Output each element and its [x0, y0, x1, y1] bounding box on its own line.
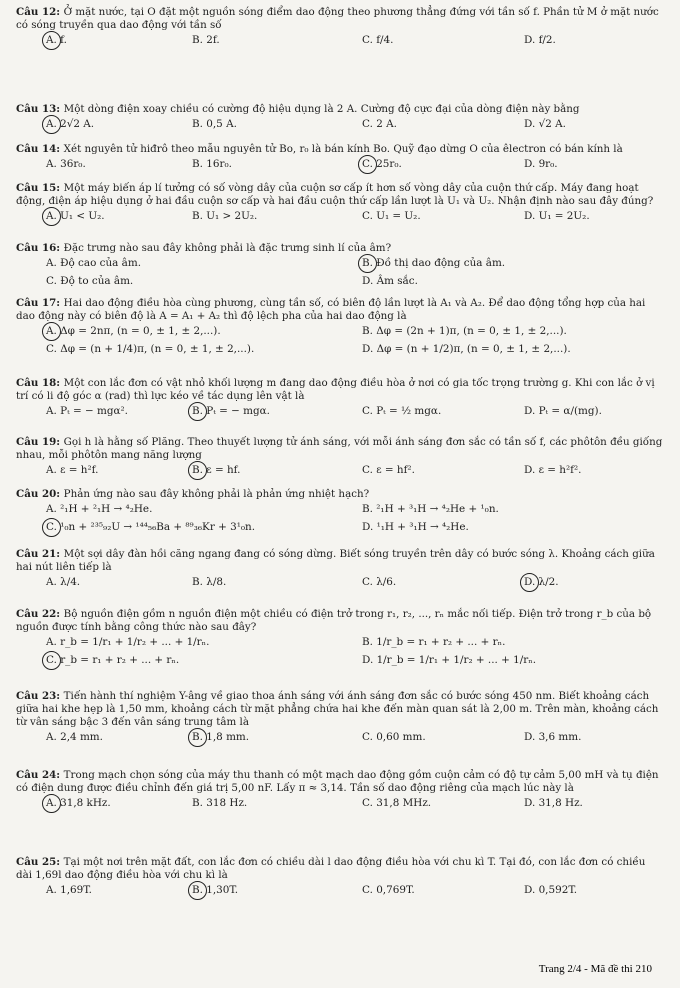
option-text: 318 Hz.: [202, 797, 248, 809]
option-letter: B.: [192, 158, 203, 170]
option-letter: B.: [192, 118, 203, 130]
answer-circle-mark: [358, 155, 377, 174]
option-a[interactable]: [46, 884, 92, 897]
option-c[interactable]: [362, 576, 396, 589]
option-letter: A.: [46, 405, 57, 417]
answer-circle-mark: [188, 461, 207, 480]
question-number: Câu 25:: [16, 856, 64, 868]
option-b[interactable]: [362, 503, 499, 516]
option-letter: D.: [362, 343, 374, 355]
option-letter: A.: [46, 576, 57, 588]
question-q17: [16, 297, 664, 359]
option-text: √2 A.: [535, 118, 566, 130]
question-text: [16, 297, 664, 323]
option-text: 1,69T.: [56, 884, 92, 896]
option-text: r_b = r₁ + r₂ + ... + rₙ.: [56, 654, 180, 666]
option-letter: C.: [46, 275, 57, 287]
option-b[interactable]: [192, 405, 270, 418]
option-letter: A.: [46, 118, 57, 131]
question-q20: [16, 488, 664, 537]
option-a[interactable]: [46, 576, 80, 589]
question-body: Ở mặt nước, tại O đặt một nguồn sóng điểm dao động theo phương thẳng đứng với tần số f. Phần tử M ở mặt nước có sóng truyền qua dao động với tần số: [16, 6, 659, 31]
options-row: [16, 208, 664, 226]
option-text: 2,4 mm.: [56, 731, 103, 743]
answer-circle-mark: [520, 573, 539, 592]
option-text: U₁ = 2U₂.: [535, 210, 590, 222]
option-letter: C.: [46, 343, 57, 355]
option-c[interactable]: [46, 654, 179, 667]
option-letter: A.: [46, 210, 57, 223]
option-letter: D.: [524, 731, 536, 743]
option-letter: C.: [362, 118, 373, 130]
question-body: Xét nguyên tử hiđrô theo mẫu nguyên tử Bo, r₀ là bán kính Bo. Quỹ đạo dừng O của êlectron có bán kính là: [63, 143, 623, 155]
option-letter: B.: [192, 34, 203, 46]
option-letter: B.: [362, 325, 373, 337]
question-q23: [16, 690, 664, 747]
option-letter: B.: [362, 503, 373, 515]
option-b[interactable]: [192, 118, 237, 131]
option-letter: A.: [46, 34, 57, 47]
option-text: 1,30T.: [202, 884, 239, 896]
option-d[interactable]: [524, 731, 581, 744]
option-b[interactable]: [192, 576, 226, 589]
options-row: [16, 634, 664, 652]
option-d[interactable]: [362, 343, 571, 356]
option-letter: A.: [46, 503, 57, 515]
option-a[interactable]: [46, 158, 86, 171]
option-text: 0,60 mm.: [372, 731, 426, 743]
question-body: Tại một nơi trên mặt đất, con lắc đơn có chiều dài l dao động điều hòa với chu kì T. Tại đó, con lắc đơn có chiều dài 1,69l dao động điều hòa với chu kì là: [16, 856, 646, 881]
question-q25: [16, 856, 664, 900]
option-letter: C.: [362, 158, 373, 171]
option-text: 1/r_b = r₁ + r₂ + ... + rₙ.: [372, 636, 506, 648]
option-text: 1/r_b = 1/r₁ + 1/r₂ + ... + 1/rₙ.: [373, 654, 537, 666]
option-c[interactable]: [362, 158, 402, 171]
option-text: U₁ = U₂.: [372, 210, 421, 222]
option-b[interactable]: [362, 257, 505, 270]
option-text: 31,8 Hz.: [535, 797, 583, 809]
question-q24: [16, 769, 664, 813]
answer-circle-mark: [358, 254, 377, 273]
option-letter: D.: [524, 210, 536, 222]
question-number: Câu 23:: [16, 690, 64, 702]
question-q15: [16, 182, 664, 226]
question-text: [16, 103, 664, 116]
option-text: Âm sắc.: [373, 275, 418, 287]
question-number: Câu 12:: [16, 6, 64, 18]
option-letter: B.: [192, 210, 203, 222]
options-row: [16, 403, 664, 421]
option-text: 36r₀.: [56, 158, 86, 170]
answer-circle-mark: [188, 402, 207, 421]
option-text: ε = h²f.: [56, 464, 99, 476]
question-text: [16, 690, 664, 729]
option-d[interactable]: [524, 210, 590, 223]
option-letter: D.: [362, 654, 374, 666]
option-letter: B.: [192, 884, 203, 897]
options-row: [16, 32, 664, 50]
option-text: U₁ < U₂.: [56, 210, 105, 222]
option-text: ε = h²f².: [535, 464, 582, 476]
option-c[interactable]: [362, 731, 426, 744]
option-text: Pₜ = − mgα.: [202, 405, 270, 417]
option-text: U₁ > 2U₂.: [202, 210, 258, 222]
options-row: [16, 574, 664, 592]
option-letter: B.: [192, 464, 203, 477]
question-body: Bộ nguồn điện gồm n nguồn điện một chiều có điện trở trong r₁, r₂, ..., rₙ mắc nối tiếp. Điện trở trong r_b của bộ nguồn được tính bằng công thức nào sau đây?: [16, 608, 652, 633]
question-number: Câu 22:: [16, 608, 64, 620]
option-b[interactable]: [192, 464, 240, 477]
option-b[interactable]: [362, 636, 505, 649]
question-text: [16, 769, 664, 795]
question-number: Câu 19:: [16, 436, 64, 448]
option-letter: D.: [524, 34, 536, 46]
option-d[interactable]: [524, 797, 583, 810]
option-text: ¹₁H + ³₁H → ⁴₂He.: [373, 521, 469, 533]
option-a[interactable]: [46, 636, 209, 649]
question-number: Câu 21:: [16, 548, 64, 560]
answer-circle-mark: [42, 794, 61, 813]
option-text: Pₜ = ½ mgα.: [372, 405, 442, 417]
option-text: Δφ = (2n + 1)π, (n = 0, ± 1, ± 2,...).: [372, 325, 567, 337]
option-text: ε = hf².: [372, 464, 415, 476]
option-letter: D.: [362, 521, 374, 533]
option-a[interactable]: [46, 797, 111, 810]
option-letter: C.: [362, 797, 373, 809]
question-body: Một dòng điện xoay chiều có cường độ hiệu dụng là 2 A. Cường độ cực đại của dòng điện này bằng: [63, 103, 580, 115]
option-a[interactable]: [46, 325, 221, 338]
answer-circle-mark: [42, 651, 61, 670]
option-a[interactable]: [46, 210, 105, 223]
question-text: [16, 143, 664, 156]
question-text: [16, 856, 664, 882]
option-text: 31,8 kHz.: [56, 797, 111, 809]
option-letter: C.: [46, 654, 57, 667]
question-number: Câu 24:: [16, 769, 64, 781]
options-row: [16, 341, 664, 359]
question-text: [16, 242, 664, 255]
option-text: 31,8 MHz.: [372, 797, 432, 809]
option-letter: A.: [46, 731, 57, 743]
option-letter: A.: [46, 257, 57, 269]
option-text: Đồ thị dao động của âm.: [372, 257, 506, 269]
options-row: [16, 519, 664, 537]
option-letter: B.: [192, 731, 203, 744]
option-text: λ/6.: [372, 576, 397, 588]
question-text: [16, 488, 664, 501]
option-a[interactable]: [46, 118, 94, 131]
option-text: 9r₀.: [535, 158, 558, 170]
option-letter: D.: [524, 464, 536, 476]
option-text: Δφ = (n + 1/2)π, (n = 0, ± 1, ± 2,...).: [373, 343, 571, 355]
question-text: [16, 436, 664, 462]
option-c[interactable]: [362, 34, 393, 47]
answer-circle-mark: [42, 322, 61, 341]
question-text: [16, 182, 664, 208]
option-b[interactable]: [192, 210, 257, 223]
question-body: Tiến hành thí nghiệm Y-âng về giao thoa ánh sáng với ánh sáng đơn sắc có bước sóng 450 nm. Biết khoảng cách giữa hai khe hẹp là 1,50 mm, khoảng cách từ mặt phẳng chứa hai khe đến màn quan sát là 2,00 m. Trên màn, khoảng cách từ vân sáng bậc 3 đến vân sáng trung tâm là: [16, 690, 659, 728]
question-number: Câu 16:: [16, 242, 64, 254]
answer-circle-mark: [42, 115, 61, 134]
page-footer: Trang 2/4 - Mã đề thi 210: [538, 963, 652, 975]
question-q12: [16, 6, 664, 50]
option-letter: D.: [524, 797, 536, 809]
option-d[interactable]: [524, 576, 559, 589]
option-c[interactable]: [362, 464, 415, 477]
option-a[interactable]: [46, 464, 98, 477]
option-a[interactable]: [46, 405, 128, 418]
option-a[interactable]: [46, 503, 152, 516]
options-row: [16, 273, 664, 291]
question-q13: [16, 103, 664, 134]
option-letter: A.: [46, 158, 57, 170]
option-text: 0,769T.: [372, 884, 415, 896]
question-q22: [16, 608, 664, 670]
option-text: 3,6 mm.: [535, 731, 582, 743]
option-letter: A.: [46, 636, 57, 648]
answer-circle-mark: [42, 207, 61, 226]
option-text: λ/4.: [56, 576, 81, 588]
option-letter: A.: [46, 884, 57, 896]
option-text: 25r₀.: [372, 158, 402, 170]
option-d[interactable]: [524, 158, 558, 171]
option-text: r_b = 1/r₁ + 1/r₂ + ... + 1/rₙ.: [56, 636, 210, 648]
option-text: 0,592T.: [535, 884, 578, 896]
options-row: [16, 462, 664, 480]
question-number: Câu 18:: [16, 377, 64, 389]
option-d[interactable]: [362, 521, 469, 534]
question-text: [16, 377, 664, 403]
option-a[interactable]: [46, 731, 103, 744]
option-text: Δφ = (n + 1/4)π, (n = 0, ± 1, ± 2,...).: [56, 343, 255, 355]
option-letter: C.: [362, 731, 373, 743]
option-letter: D.: [524, 576, 535, 589]
option-c[interactable]: [46, 521, 255, 534]
question-body: Một sợi dây đàn hồi căng ngang đang có sóng dừng. Biết sóng truyền trên dây có bước sóng λ. Khoảng cách giữa hai nút liên tiếp là: [16, 548, 655, 573]
option-text: ¹₀n + ²³⁵₉₂U → ¹⁴⁴₅₆Ba + ⁸⁹₃₆Kr + 3¹₀n.: [56, 521, 256, 533]
option-d[interactable]: [362, 654, 536, 667]
option-a[interactable]: [46, 257, 141, 270]
option-text: 1,8 mm.: [202, 731, 250, 743]
option-letter: C.: [46, 521, 57, 534]
option-d[interactable]: [524, 405, 602, 418]
option-c[interactable]: [46, 343, 254, 356]
question-text: [16, 548, 664, 574]
option-letter: C.: [362, 34, 373, 46]
question-number: Câu 20:: [16, 488, 64, 500]
question-q21: [16, 548, 664, 592]
option-letter: B.: [192, 576, 203, 588]
option-text: 2√2 A.: [56, 118, 95, 130]
option-b[interactable]: [362, 325, 567, 338]
question-number: Câu 17:: [16, 297, 64, 309]
question-body: Một con lắc đơn có vật nhỏ khối lượng m đang dao động điều hòa ở nơi có gia tốc trọng trường g. Khi con lắc ở vị trí có li độ góc α (rad) thì lực kéo về tác dụng lên vật là: [16, 377, 655, 402]
option-d[interactable]: [524, 34, 556, 47]
options-row: [16, 255, 664, 273]
options-row: [16, 652, 664, 670]
option-text: ²₁H + ³₁H → ⁴₂He + ¹₀n.: [372, 503, 499, 515]
option-text: Pₜ = − mgα².: [56, 405, 128, 417]
option-text: Độ cao của âm.: [56, 257, 141, 269]
option-letter: D.: [524, 118, 536, 130]
option-text: Độ to của âm.: [56, 275, 134, 287]
option-text: λ/2.: [535, 576, 559, 588]
option-letter: C.: [362, 884, 373, 896]
question-body: Hai dao động điều hòa cùng phương, cùng tần số, có biên độ lần lượt là A₁ và A₂. Để dao động tổng hợp của hai dao động này có biên độ là A = A₁ + A₂ thì độ lệch pha của hai dao động là: [16, 297, 646, 322]
option-letter: A.: [46, 464, 57, 476]
option-letter: C.: [362, 405, 373, 417]
option-b[interactable]: [192, 731, 249, 744]
question-number: Câu 13:: [16, 103, 64, 115]
option-b[interactable]: [192, 884, 238, 897]
option-letter: D.: [524, 158, 536, 170]
question-body: Phản ứng nào sau đây không phải là phản ứng nhiệt hạch?: [63, 488, 370, 500]
option-text: 16r₀.: [202, 158, 232, 170]
option-text: ε = hf.: [202, 464, 241, 476]
option-letter: D.: [524, 884, 536, 896]
question-body: Một máy biến áp lí tưởng có số vòng dây của cuộn sơ cấp ít hơn số vòng dây của cuộn thứ cấp. Máy đang hoạt động, điện áp hiệu dụng ở hai đầu cuộn sơ cấp và hai đầu cuộn thứ cấp lần lượt là U₁ và U₂. Nhận định nào sau đây đúng?: [16, 182, 654, 207]
option-c[interactable]: [362, 405, 441, 418]
option-d[interactable]: [524, 464, 581, 477]
option-letter: C.: [362, 210, 373, 222]
option-c[interactable]: [46, 275, 133, 288]
options-row: [16, 729, 664, 747]
option-text: ²₁H + ²₁H → ⁴₂He.: [56, 503, 153, 515]
answer-circle-mark: [42, 518, 61, 537]
option-letter: D.: [524, 405, 536, 417]
option-letter: A.: [46, 325, 57, 338]
answer-circle-mark: [188, 728, 207, 747]
option-text: λ/8.: [202, 576, 227, 588]
option-letter: C.: [362, 464, 373, 476]
option-text: f/2.: [535, 34, 556, 46]
option-c[interactable]: [362, 210, 421, 223]
question-number: Câu 14:: [16, 143, 64, 155]
question-text: [16, 608, 664, 634]
option-letter: C.: [362, 576, 373, 588]
option-b[interactable]: [192, 797, 247, 810]
option-text: 0,5 A.: [202, 118, 237, 130]
option-d[interactable]: [524, 118, 566, 131]
options-row: [16, 116, 664, 134]
question-body: Đặc trưng nào sau đây không phải là đặc trưng sinh lí của âm?: [63, 242, 392, 254]
question-q18: [16, 377, 664, 421]
option-text: Pₜ = α/(mg).: [535, 405, 602, 417]
options-row: [16, 323, 664, 341]
option-d[interactable]: [362, 275, 418, 288]
answer-circle-mark: [188, 881, 207, 900]
option-d[interactable]: [524, 884, 577, 897]
question-text: [16, 6, 664, 32]
option-letter: B.: [192, 797, 203, 809]
question-number: Câu 15:: [16, 182, 64, 194]
option-text: 2 A.: [372, 118, 397, 130]
option-text: f/4.: [372, 34, 394, 46]
option-text: 2f.: [202, 34, 220, 46]
question-q14: [16, 143, 664, 174]
option-letter: B.: [362, 257, 373, 270]
options-row: [16, 156, 664, 174]
option-letter: A.: [46, 797, 57, 810]
option-c[interactable]: [362, 797, 431, 810]
option-letter: D.: [362, 275, 374, 287]
question-q16: [16, 242, 664, 291]
option-letter: B.: [362, 636, 373, 648]
options-row: [16, 501, 664, 519]
option-c[interactable]: [362, 884, 415, 897]
options-row: [16, 795, 664, 813]
options-row: [16, 882, 664, 900]
question-q19: [16, 436, 664, 480]
question-body: Gọi h là hằng số Plăng. Theo thuyết lượng tử ánh sáng, với mỗi ánh sáng đơn sắc có tần số f, các phôtôn đều giống nhau, mỗi phôtôn mang năng lượng: [16, 436, 663, 461]
option-c[interactable]: [362, 118, 397, 131]
option-b[interactable]: [192, 34, 220, 47]
question-body: Trong mạch chọn sóng của máy thu thanh có một mạch dao động gồm cuộn cảm có độ tự cảm 5,00 mH và tụ điện có điện dung được điều chỉnh đến giá trị 5,00 nF. Lấy π ≈ 3,14. Tần số dao động riêng của mạch lúc này là: [16, 769, 659, 794]
option-b[interactable]: [192, 158, 232, 171]
option-letter: B.: [192, 405, 203, 418]
answer-circle-mark: [42, 31, 61, 50]
option-a[interactable]: [46, 34, 67, 47]
option-text: f.: [56, 34, 67, 46]
option-text: Δφ = 2nπ, (n = 0, ± 1, ± 2,...).: [56, 325, 221, 337]
